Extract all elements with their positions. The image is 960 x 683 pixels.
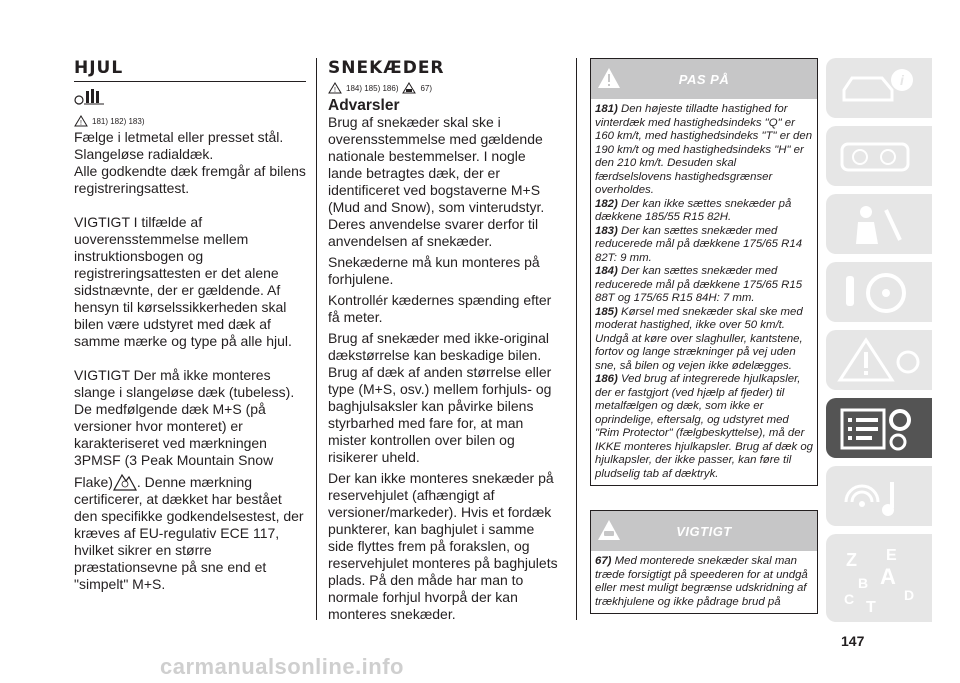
note-text: Der kan sættes snekæder med reducerede mål på dækkene 175/65 R15 88T og 175/65 R15 84H: 7 mm. [595, 265, 803, 304]
section-heading: SNEKÆDER [328, 58, 445, 78]
section-snekaeder [328, 58, 560, 623]
warning-light-icon [836, 336, 926, 386]
index-letter: T [866, 599, 876, 616]
tab-safety[interactable] [826, 194, 932, 254]
important-box-header [591, 511, 817, 551]
notes-column [590, 58, 818, 614]
paragraph: Brug af snekæder med ikke-original dækstørrelse kan beskadige bilen. Brug af dæk af anden størrelse eller type (M+S, osv.) mellem forhjuls- og baghjulsaksler kan påvirke bilens styrbarhed med fare for, at man mister kontrollen over bilen og risikerer uheld. [328, 330, 552, 465]
paragraph [74, 367, 306, 593]
tab-maintenance[interactable] [826, 398, 932, 458]
car-skid-icon [597, 519, 621, 541]
warning-refs [74, 115, 306, 127]
section-hjul [74, 58, 306, 593]
note-item [595, 306, 813, 374]
important-box [590, 510, 818, 614]
watermark: carmanualsonline.info [160, 654, 404, 679]
note-number: 186) [595, 373, 618, 385]
page-number: 147 [841, 633, 865, 649]
note-item [595, 225, 813, 266]
warning-box [590, 58, 818, 486]
note-item [595, 373, 813, 481]
ref-numbers: 184) 185) 186) [346, 83, 399, 93]
note-number: 181) [595, 103, 618, 115]
warning-box-header [591, 59, 817, 99]
note-text: Med monterede snekæder skal man træde forsigtigt på speederen for at undgå eller mest muligt begrænse udskridning af trækhjulene og ikke pådrage brud på [595, 555, 808, 608]
key-steering-icon [836, 268, 926, 318]
note-text: Der kan ikke sættes snekæder på dækkene 185/55 R15 82H. [595, 197, 792, 223]
index-letter: C [844, 591, 855, 607]
index-icon [836, 540, 926, 620]
index-letter: B [858, 575, 869, 591]
wheel-icon [74, 88, 306, 111]
warning-box-title: PAS PÅ [678, 71, 730, 87]
multimedia-icon [836, 472, 926, 522]
index-letter: D [904, 587, 915, 603]
tab-multimedia[interactable] [826, 466, 932, 526]
tab-index[interactable] [826, 534, 932, 622]
note-item [595, 198, 813, 225]
tab-start-drive[interactable] [826, 262, 932, 322]
note-number: 183) [595, 224, 618, 237]
note-number: 67) [595, 555, 612, 567]
index-letter: Z [846, 550, 857, 570]
note-number: 182) [595, 197, 618, 210]
svg-text:!: ! [334, 87, 336, 94]
warning-box-body [591, 99, 817, 485]
svg-text:!: ! [80, 120, 82, 127]
caution-car-icon [402, 82, 416, 94]
svg-text:i: i [900, 72, 904, 88]
paragraph: Der kan ikke monteres snekæder på reservehjulet (afhængigt af versioner/markeder). Hvis et fordæk punkterer, kan baghjulet i samme side flyttes frem på forakslen, og reservehjulet monteres på baghjulets plads. På den måde har man to normale forhjul hvorpå der kan monteres snekæder. [328, 470, 558, 622]
ref-numbers: 181) 182) 183) [92, 116, 145, 126]
note-text: Der kan sættes snekæder med reducerede mål på dækkene 175/65 R14 82T: 9 mm. [595, 224, 803, 264]
warning-triangle-icon [328, 82, 342, 94]
note-number: 184) [595, 265, 618, 277]
paragraph: Fælge i letmetal eller presset stål. [74, 129, 284, 145]
paragraph: Brug af snekæder skal ske i overensstemmelse med gældende nationale bestemmelser. I nogle lande betragtes dæk, der er identificeret ved bogstaverne M+S (Mud and Snow), som vinterudstyr. Deres anvendelse svarer derfor til anvendelsen af snekæder. [328, 114, 545, 249]
chapter-sidebar [826, 58, 932, 628]
column-divider [316, 58, 317, 620]
note-item [595, 555, 813, 609]
paragraph-part: VIGTIGT Der må ikke monteres slange i slangeløse dæk (tubeless). De medfølgende dæk M+S (på versioner hvor monteret) er karakteriseret ved mærkningen 3PMSF (3 Peak Mountain Snow Flake) [74, 367, 295, 490]
paragraph: Slangeløse radialdæk. [74, 146, 214, 162]
note-text: Ved brug af integrerede hjulkapsler, der er fastgjort (ved hjælp af fjeder) til metalfælgen og dæk, som ikke er oprindelige, eftersalg, og udstyret med "Rim Protector" (fælgbeskyttelse), må der IKKE monteres hjulkapsler. Brug af dæk og hjulkapsler, der ikke passer, kan føre til pludselig tab af dæktryk. [595, 373, 814, 480]
important-box-body [591, 551, 817, 613]
paragraph: Kontrollér kædernes spænding efter få meter. [328, 292, 552, 325]
safety-icon [836, 200, 926, 250]
paragraph: VIGTIGT I tilfælde af uoverensstemmelse mellem instruktionsbogen og registreringsattesten er det alene sidstnævnte, der er gældende. Af hensyn til kørselssikkerheden skal bilen være udstyret med dæk af samme mærke og type på alle hjul. [74, 214, 292, 349]
paragraph: Alle godkendte dæk fremgår af bilens registreringsattest. [74, 163, 306, 196]
warning-triangle-icon [597, 67, 621, 89]
note-number: 185) [595, 305, 618, 318]
warning-triangle-icon [74, 115, 88, 127]
dashboard-icon [836, 132, 926, 182]
index-letter: E [886, 547, 897, 564]
index-letter: A [880, 564, 896, 589]
note-text: Den højeste tilladte hastighed for vinterdæk med hastighedsindeks "Q" er 160 km/t, med hastighedsindeks "T" er den 190 km/t og med hastighedsindeks "H" er den 210 km/t. Desuden skal færdselslovens hastighedsgrænser overholdes. [595, 103, 813, 196]
note-item [595, 103, 813, 198]
tab-car-info[interactable] [826, 58, 932, 118]
warning-refs [328, 82, 560, 94]
maintenance-icon [836, 404, 926, 454]
column-divider [576, 58, 577, 620]
heading-rule [74, 81, 306, 82]
important-box-title: VIGTIGT [676, 523, 732, 539]
subheading: Advarsler [328, 97, 400, 114]
tab-warning-lights[interactable] [826, 330, 932, 390]
tab-dashboard[interactable] [826, 126, 932, 186]
paragraph: Snekæderne må kun monteres på forhjulene. [328, 254, 540, 287]
snowflake-mountain-icon [113, 469, 137, 491]
paragraph-part: . Denne mærkning certificerer, at dækket har bestået den specifikke godkendelsestest, der kræves af EU-regulativ ECE 117, hvilket sikrer en større præstationsevne på sne end et "simpelt" M+S. [74, 474, 304, 592]
car-info-icon [836, 64, 926, 114]
section-heading: HJUL [74, 58, 124, 78]
note-item [595, 265, 813, 306]
note-text: Kørsel med snekæder skal ske med moderat hastighed, ikke over 50 km/t. Undgå at køre over slaghuller, kantstene, fortov og lange strækninger på vej uden sne, så bilen og vejen ikke ødelægges. [595, 305, 803, 372]
ref-numbers: 67) [420, 83, 433, 93]
